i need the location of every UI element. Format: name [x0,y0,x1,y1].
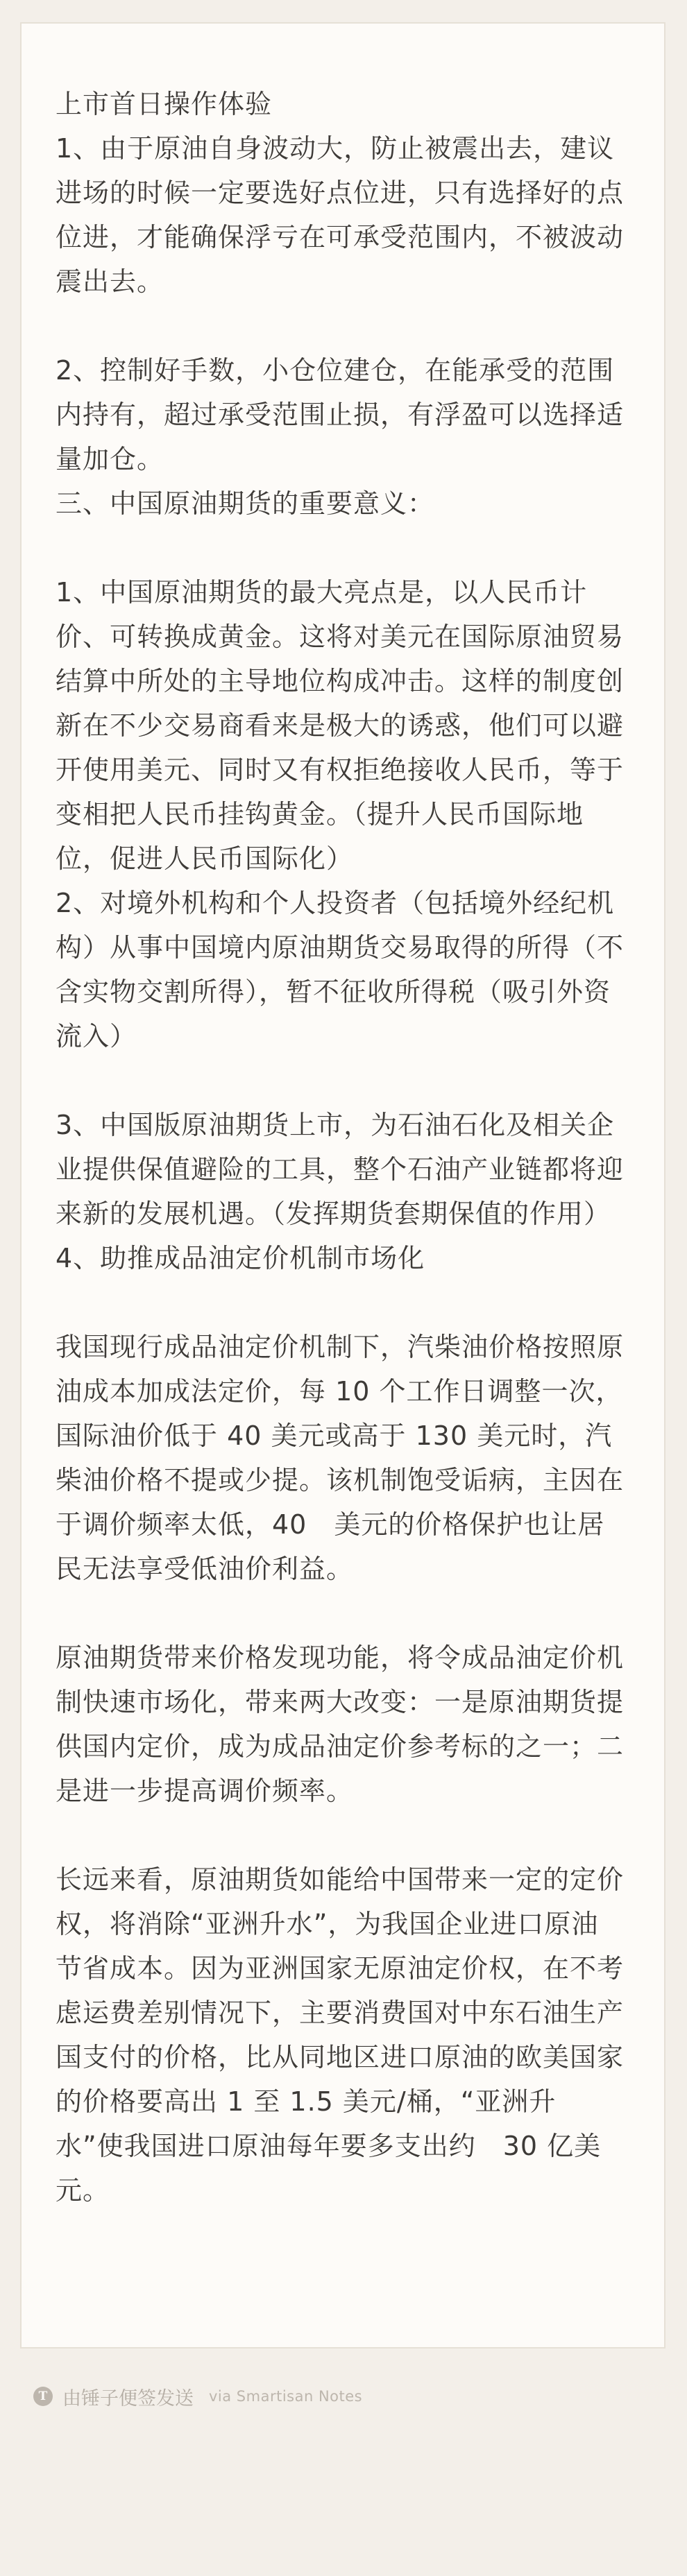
note-paragraph: 1、中国原油期货的最大亮点是，以人民币计价、可转换成黄金。这将对美元在国际原油贸易结算中所处的主导地位构成冲击。这样的制度创新在不少交易商看来是极大的诱惑，他们可以避开使用美元、同时又有权拒绝接收人民币，等于变相把人民币挂钩黄金。（提升人民币国际地位，促进人民币国际化） [56,577,625,874]
note-paragraph: 1、由于原油自身波动大，防止被震出去，建议进场的时候一定要选好点位进，只有选择好的点位进，才能确保浮亏在可承受范围内，不被波动震出去。 [56,133,625,297]
via-smartisan-text: via Smartisan Notes [209,2388,363,2405]
note-body [56,82,625,2213]
note-paragraph: 2、对境外机构和个人投资者（包括境外经纪机构）从事中国境内原油期货交易取得的所得（不含实物交割所得），暂不征收所得税（吸引外资流入） [56,888,625,1051]
note-paragraph [56,1591,625,1635]
note-paragraph: 4、助推成品油定价机制市场化 [56,1243,425,1273]
smartisan-logo-icon [33,2387,53,2406]
logo-letter: T [38,2389,48,2403]
note-paragraph: 我国现行成品油定价机制下，汽柴油价格按照原油成本加成法定价，每 10 个工作日调整一次，国际油价低于 40 美元或高于 130 美元时，汽柴油价格不提或少提。该机制饱受诟病，主因在于调价频率太低，40 美元的价格保护也让居民无法享受低油价利益。 [56,1332,625,1584]
note-paragraph [56,1280,625,1325]
sent-by-text: 由锤子便签发送 [62,2387,194,2410]
note-paragraph [56,526,625,570]
note-paragraph: 三、中国原油期货的重要意义： [56,488,435,519]
note-paragraph [56,1058,625,1103]
note-paragraph: 长远来看，原油期货如能给中国带来一定的定价权，将消除“亚洲升水”，为我国企业进口原油节省成本。因为亚洲国家无原油定价权，在不考虑运费差别情况下，主要消费国对中东石油生产国支付的价格，比从同地区进口原油的欧美国家的价格要高出 1 至 1.5 美元/桶，“亚洲升水”使我国进口原油每年要多支出约 30 亿美元。 [56,1864,625,2206]
note-paragraph: 2、控制好手数，小仓位建仓，在能承受的范围内持有，超过承受范围止损，有浮盈可以选择适量加仓。 [56,355,625,474]
note-paragraph: 上市首日操作体验 [56,89,273,119]
note-paragraph: 原油期货带来价格发现功能，将令成品油定价机制快速市场化，带来两大改变：一是原油期货提供国内定价，成为成品油定价参考标的之一；二是进一步提高调价频率。 [56,1642,625,1806]
footer [33,2382,362,2410]
note-paragraph [56,304,625,348]
note-paragraph: 3、中国版原油期货上市，为石油石化及相关企业提供保值避险的工具，整个石油产业链都将迎来新的发展机遇。（发挥期货套期保值的作用） [56,1110,625,1229]
note-paragraph [56,1813,625,1857]
